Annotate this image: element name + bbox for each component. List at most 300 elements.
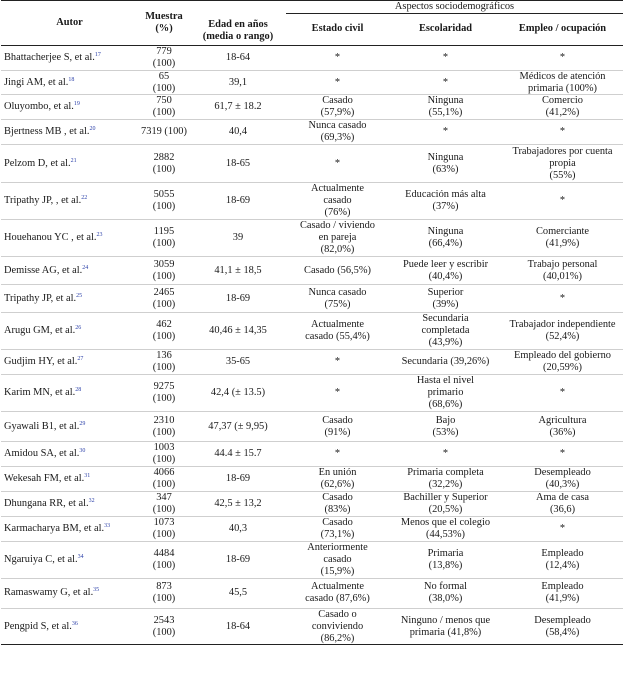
- cell-line: 2310: [153, 414, 175, 426]
- cell-autor: [1, 608, 138, 645]
- cell-line: 42,5 ± 13,2: [214, 497, 262, 509]
- cell-line: Casado o: [318, 608, 357, 620]
- cell-line: 347: [156, 491, 172, 503]
- cell-line: 7319 (100): [141, 126, 187, 138]
- cell-line: (40,3%): [545, 478, 580, 490]
- cell-line: Actualmente: [310, 319, 365, 331]
- table-row: [1, 350, 623, 375]
- cell-estado-civil: [286, 466, 389, 491]
- cell-line: (52,4%): [545, 331, 580, 343]
- autor-name: Gudjim HY, et al.: [4, 356, 78, 368]
- cell-line: primario: [427, 387, 464, 399]
- cell-empleo: [502, 442, 623, 467]
- cell-line: Secundaria: [422, 313, 469, 325]
- reference-number: 25: [76, 292, 83, 299]
- cell-empleo: [502, 608, 623, 645]
- reference-number: 22: [81, 195, 88, 202]
- cell-lines: [504, 95, 621, 119]
- cell-edad: [190, 375, 286, 412]
- cell-line: (41,9%): [545, 238, 580, 250]
- cell-line: primaria (41,8%): [409, 626, 482, 638]
- cell-lines: [288, 158, 387, 170]
- cell-lines: [391, 95, 500, 119]
- table-row: [1, 516, 623, 541]
- reference-number: 17: [94, 51, 101, 58]
- cell-edad: [190, 350, 286, 375]
- table-row: [1, 220, 623, 257]
- cell-lines: [288, 265, 387, 277]
- header-edad-line: Edad en años: [208, 19, 268, 31]
- reference-number: 19: [73, 101, 80, 108]
- cell-escolaridad: [389, 220, 502, 257]
- cell-line: 40,4: [228, 126, 248, 138]
- cell-lines: [192, 126, 284, 138]
- autor-name: Pelzom D, et al.: [4, 157, 71, 169]
- cell-empleo: [502, 45, 623, 70]
- cell-muestra: [138, 285, 190, 313]
- cell-lines: [504, 350, 621, 374]
- cell-line: Trabajador independiente: [509, 319, 616, 331]
- cell-lines: [288, 517, 387, 541]
- cell-lines: [288, 287, 387, 311]
- cell-lines: [140, 126, 188, 138]
- cell-lines: [192, 158, 284, 170]
- cell-line: 1003: [153, 442, 175, 454]
- cell-line: *: [334, 387, 341, 399]
- cell-estado-civil: [286, 183, 389, 220]
- cell-muestra: [138, 120, 190, 145]
- cell-escolaridad: [389, 541, 502, 578]
- cell-line: (20,5%): [428, 503, 463, 515]
- cell-lines: [192, 554, 284, 566]
- cell-line: *: [559, 195, 566, 207]
- table-row: [1, 412, 623, 442]
- cell-estado-civil: [286, 313, 389, 350]
- cell-muestra: [138, 466, 190, 491]
- cell-line: Bajo: [435, 414, 456, 426]
- cell-escolaridad: [389, 578, 502, 608]
- cell-lines: [140, 259, 188, 283]
- cell-line: (91%): [324, 426, 351, 438]
- cell-lines: [192, 52, 284, 64]
- cell-line: (100): [152, 82, 176, 94]
- cell-line: *: [442, 76, 449, 88]
- cell-line: (44,53%): [426, 528, 465, 540]
- cell-line: 47,37 (± 9,95): [208, 420, 268, 432]
- cell-muestra: [138, 95, 190, 120]
- cell-line: (68,6%): [428, 399, 463, 411]
- cell-estado-civil: [286, 375, 389, 412]
- cell-line: (55%): [549, 169, 576, 181]
- cell-lines: [391, 615, 500, 639]
- cell-lines: [192, 387, 284, 399]
- cell-autor: [1, 285, 138, 313]
- reference-number: 29: [79, 420, 86, 427]
- cell-line: (83%): [324, 503, 351, 515]
- cell-lines: [288, 492, 387, 516]
- autor-name: Tripathy JP, et al.: [4, 292, 77, 304]
- cell-lines: [391, 467, 500, 491]
- cell-empleo: [502, 257, 623, 285]
- cell-line: casado: [323, 195, 352, 207]
- cell-line: (73,1%): [320, 528, 355, 540]
- autor-name: Oluyombo, et al.: [4, 101, 74, 113]
- cell-line: (41,9%): [545, 593, 580, 605]
- cell-lines: [391, 77, 500, 89]
- cell-line: No formal: [424, 581, 467, 593]
- cell-lines: [192, 587, 284, 599]
- cell-line: (40,01%): [543, 270, 582, 282]
- cell-lines: [504, 415, 621, 439]
- cell-line: (100): [152, 453, 176, 465]
- cell-lines: [504, 195, 621, 207]
- cell-lines: [140, 189, 188, 213]
- cell-line: 18-69: [225, 195, 251, 207]
- cell-line: (100): [152, 57, 176, 69]
- cell-line: 2882: [153, 151, 175, 163]
- cell-lines: [140, 381, 188, 405]
- autor-name: Pengpid S, et al.: [4, 620, 72, 632]
- cell-line: Secundaria (39,26%): [401, 356, 490, 368]
- cell-line: (100): [152, 331, 176, 343]
- cell-line: (39%): [432, 298, 459, 310]
- cell-lines: [288, 220, 387, 256]
- header-edad-lines: [192, 19, 284, 42]
- cell-line: En unión: [318, 466, 357, 478]
- cell-line: Médicos de atención: [519, 70, 606, 82]
- cell-line: 3059: [153, 258, 175, 270]
- cell-lines: [391, 492, 500, 516]
- cell-line: (32,2%): [428, 478, 463, 490]
- reference-number: 27: [77, 356, 84, 363]
- cell-edad: [190, 516, 286, 541]
- cell-empleo: [502, 70, 623, 95]
- cell-line: (86,2%): [320, 632, 355, 644]
- cell-empleo: [502, 145, 623, 183]
- table-row: [1, 608, 623, 645]
- cell-escolaridad: [389, 95, 502, 120]
- cell-edad: [190, 220, 286, 257]
- cell-muestra: [138, 220, 190, 257]
- cell-muestra: [138, 375, 190, 412]
- cell-lines: [504, 259, 621, 283]
- cell-lines: [504, 387, 621, 399]
- cell-empleo: [502, 541, 623, 578]
- cell-lines: [192, 421, 284, 433]
- autor-name: Wekesah FM, et al.: [4, 472, 85, 484]
- cell-lines: [140, 467, 188, 491]
- autor-name: Karmacharya BM, et al.: [4, 522, 105, 534]
- cell-empleo: [502, 466, 623, 491]
- cell-empleo: [502, 285, 623, 313]
- cell-lines: [192, 523, 284, 535]
- cell-edad: [190, 285, 286, 313]
- cell-line: 18-69: [225, 553, 251, 565]
- cell-line: Actualmente: [310, 183, 365, 195]
- cell-autor: [1, 45, 138, 70]
- cell-line: (100): [152, 238, 176, 250]
- cell-estado-civil: [286, 578, 389, 608]
- cell-lines: [288, 95, 387, 119]
- cell-escolaridad: [389, 516, 502, 541]
- cell-line: (38,0%): [428, 593, 463, 605]
- autor-name: Arugu GM, et al.: [4, 325, 76, 337]
- cell-lines: [288, 387, 387, 399]
- cell-lines: [192, 621, 284, 633]
- cell-autor: [1, 541, 138, 578]
- table-row: [1, 145, 623, 183]
- cell-line: 45,5: [228, 587, 248, 599]
- autor-name: Demisse AG, et al.: [4, 264, 83, 276]
- cell-line: Superior: [427, 286, 464, 298]
- cell-line: 1195: [153, 226, 175, 238]
- cell-escolaridad: [389, 45, 502, 70]
- cell-line: (40,4%): [428, 270, 463, 282]
- cell-muestra: [138, 313, 190, 350]
- cell-edad: [190, 145, 286, 183]
- cell-empleo: [502, 578, 623, 608]
- cell-line: 39,1: [228, 76, 248, 88]
- cell-lines: [391, 375, 500, 411]
- autor-name: Bhattacherjee S, et al.: [4, 51, 95, 63]
- header-edad: [190, 1, 286, 46]
- cell-line: Empleado del gobierno: [514, 350, 611, 362]
- cell-lines: [288, 77, 387, 89]
- cell-line: (69,3%): [320, 132, 355, 144]
- cell-lines: [391, 581, 500, 605]
- cell-lines: [192, 325, 284, 337]
- cell-line: (58,4%): [545, 626, 580, 638]
- cell-edad: [190, 608, 286, 645]
- cell-edad: [190, 120, 286, 145]
- cell-line: (100): [152, 270, 176, 282]
- table-row: [1, 120, 623, 145]
- autor-name: Karim MN, et al.: [4, 387, 76, 399]
- reference-number: 32: [88, 497, 95, 504]
- cell-line: Empleado: [541, 581, 584, 593]
- cell-escolaridad: [389, 183, 502, 220]
- cell-estado-civil: [286, 95, 389, 120]
- cell-muestra: [138, 350, 190, 375]
- cell-line: 5055: [153, 189, 175, 201]
- cell-line: completada: [421, 325, 470, 337]
- cell-autor: [1, 257, 138, 285]
- cell-line: Ama de casa: [535, 491, 590, 503]
- table-row: [1, 375, 623, 412]
- cell-escolaridad: [389, 466, 502, 491]
- cell-lines: [192, 195, 284, 207]
- cell-line: *: [442, 126, 449, 138]
- cell-line: (62,6%): [320, 478, 355, 490]
- cell-lines: [140, 548, 188, 572]
- cell-lines: [140, 517, 188, 541]
- cell-line: 9275: [153, 381, 175, 393]
- reference-number: 34: [77, 553, 84, 560]
- cell-edad: [190, 183, 286, 220]
- cell-line: (100): [152, 201, 176, 213]
- cell-lines: [504, 126, 621, 138]
- cell-line: Ninguna: [427, 95, 464, 107]
- cell-line: (57,9%): [320, 107, 355, 119]
- cell-lines: [288, 581, 387, 605]
- cell-lines: [140, 415, 188, 439]
- cell-line: (100): [152, 626, 176, 638]
- cell-line: Casado: [322, 95, 353, 107]
- cell-empleo: [502, 350, 623, 375]
- cell-line: 779: [156, 45, 172, 57]
- reference-number: 28: [75, 387, 82, 394]
- table-row: [1, 466, 623, 491]
- cell-line: Actualmente: [310, 581, 365, 593]
- cell-estado-civil: [286, 45, 389, 70]
- cell-line: Empleado: [541, 547, 584, 559]
- cell-lines: [288, 120, 387, 144]
- cell-line: (100): [152, 593, 176, 605]
- cell-edad: [190, 45, 286, 70]
- cell-line: Anteriormente: [307, 541, 368, 553]
- cell-lines: [391, 259, 500, 283]
- cell-line: propia: [549, 157, 576, 169]
- cell-lines: [391, 517, 500, 541]
- cell-line: 42,4 (± 13.5): [210, 387, 266, 399]
- cell-lines: [192, 498, 284, 510]
- cell-lines: [504, 293, 621, 305]
- cell-escolaridad: [389, 608, 502, 645]
- cell-lines: [504, 548, 621, 572]
- cell-autor: [1, 70, 138, 95]
- cell-line: Ninguno / menos que: [400, 614, 491, 626]
- cell-lines: [288, 52, 387, 64]
- cell-line: (75%): [324, 298, 351, 310]
- cell-line: 44.4 ± 15.7: [214, 448, 262, 459]
- cell-edad: [190, 257, 286, 285]
- cell-line: (55,1%): [428, 107, 463, 119]
- cell-line: casado (55,4%): [305, 331, 370, 343]
- cell-lines: [391, 126, 500, 138]
- cell-empleo: [502, 412, 623, 442]
- cell-edad: [190, 412, 286, 442]
- cell-line: Casado: [322, 491, 353, 503]
- reference-number: 33: [104, 522, 111, 529]
- cell-line: 18-69: [225, 472, 251, 484]
- table-row: [1, 45, 623, 70]
- cell-autor: [1, 412, 138, 442]
- cell-line: (66,4%): [428, 238, 463, 250]
- cell-estado-civil: [286, 257, 389, 285]
- cell-escolaridad: [389, 120, 502, 145]
- cell-line: 2465: [153, 286, 175, 298]
- cell-line: Comerciante: [535, 226, 590, 238]
- cell-line: (100): [152, 393, 176, 405]
- cell-line: Nunca casado: [308, 286, 367, 298]
- cell-line: 39: [232, 232, 244, 244]
- cell-lines: [192, 448, 284, 460]
- cell-line: 750: [156, 95, 172, 107]
- reference-number: 21: [70, 157, 77, 164]
- cell-muestra: [138, 183, 190, 220]
- cell-line: *: [559, 522, 566, 534]
- reference-number: 36: [71, 620, 78, 627]
- header-muestra-lines: [140, 11, 188, 34]
- cell-lines: [288, 609, 387, 645]
- cell-line: Menos que el colegio: [400, 516, 491, 528]
- cell-lines: [391, 52, 500, 64]
- cell-lines: [192, 232, 284, 244]
- reference-number: 24: [82, 264, 89, 271]
- cell-line: 873: [156, 581, 172, 593]
- cell-edad: [190, 442, 286, 467]
- cell-line: *: [334, 76, 341, 88]
- cell-autor: [1, 466, 138, 491]
- cell-lines: [504, 319, 621, 343]
- cell-empleo: [502, 120, 623, 145]
- cell-line: (100): [152, 503, 176, 515]
- cell-line: Casado / viviendo: [299, 220, 376, 232]
- cell-line: (100): [152, 298, 176, 310]
- cell-estado-civil: [286, 541, 389, 578]
- cell-line: primaria (100%): [528, 82, 597, 94]
- cell-muestra: [138, 491, 190, 516]
- autor-name: Jingi AM, et al.: [4, 76, 69, 88]
- cell-line: 4066: [153, 466, 175, 478]
- cell-lines: [504, 448, 621, 460]
- reference-number: 35: [93, 587, 100, 594]
- autor-name: Amidou SA, et al.: [4, 448, 80, 459]
- cell-autor: [1, 183, 138, 220]
- cell-line: (13,8%): [428, 559, 463, 571]
- cell-line: (43,9%): [428, 337, 463, 349]
- table-row: [1, 95, 623, 120]
- cell-line: *: [559, 126, 566, 138]
- table-row: [1, 285, 623, 313]
- cell-line: 65: [158, 70, 170, 82]
- cell-line: (100): [152, 426, 176, 438]
- cell-muestra: [138, 45, 190, 70]
- header-autor: Autor: [1, 1, 138, 46]
- cell-line: (20,59%): [543, 362, 582, 374]
- cell-line: Ninguna: [427, 151, 464, 163]
- cell-autor: [1, 120, 138, 145]
- reference-number: 30: [79, 448, 86, 454]
- cell-line: Comercio: [542, 95, 583, 107]
- cell-lines: [288, 183, 387, 219]
- cell-line: Casado: [322, 516, 353, 528]
- cell-line: Trabajo personal: [527, 258, 598, 270]
- cell-muestra: [138, 442, 190, 467]
- cell-edad: [190, 578, 286, 608]
- cell-estado-civil: [286, 350, 389, 375]
- cell-lines: [140, 95, 188, 119]
- cell-estado-civil: [286, 608, 389, 645]
- cell-estado-civil: [286, 70, 389, 95]
- cell-line: Ninguna: [427, 226, 464, 238]
- cell-autor: [1, 516, 138, 541]
- cell-lines: [391, 226, 500, 250]
- cell-line: *: [559, 292, 566, 304]
- autor-name: Tripathy JP, , et al.: [4, 195, 82, 207]
- cell-lines: [192, 356, 284, 368]
- cell-escolaridad: [389, 145, 502, 183]
- cell-line: Primaria: [427, 547, 464, 559]
- cell-lines: [504, 581, 621, 605]
- cell-lines: [140, 442, 188, 466]
- cell-line: 18-64: [225, 620, 251, 632]
- reference-number: 26: [75, 325, 82, 332]
- cell-lines: [391, 152, 500, 176]
- cell-escolaridad: [389, 491, 502, 516]
- cell-autor: [1, 145, 138, 183]
- cell-line: Desempleado: [534, 466, 591, 478]
